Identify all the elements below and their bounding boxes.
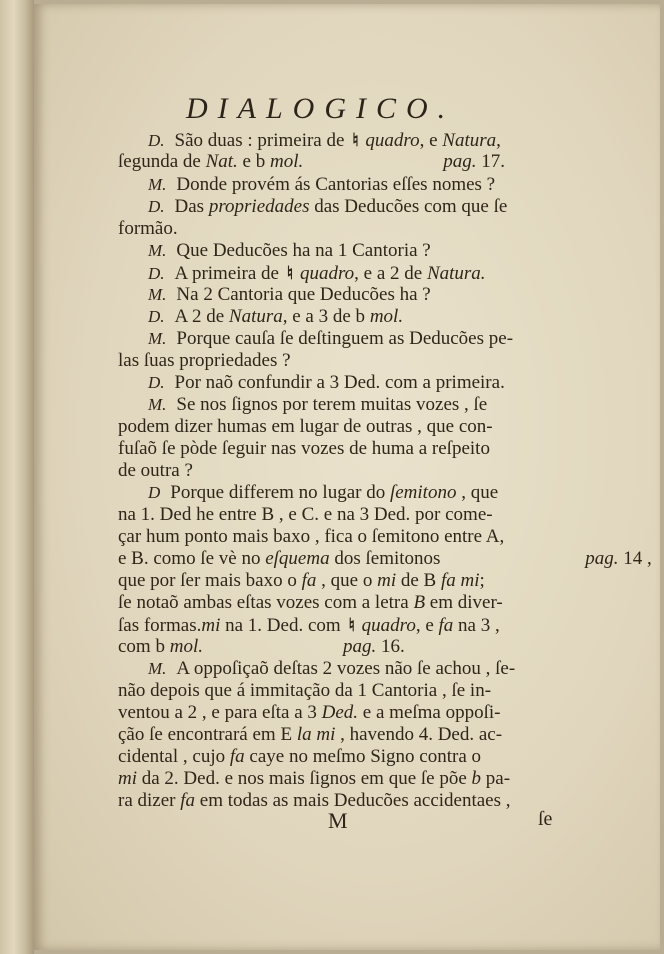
text-line <box>118 350 291 372</box>
text-run: , e <box>419 130 443 151</box>
text-line <box>118 548 652 570</box>
text-run: A 2 de <box>174 306 229 327</box>
text-run: não depois que á immitação da 1 Cantoria , ſe in- <box>118 680 492 701</box>
text-run: 14 , <box>618 548 652 569</box>
text-line <box>118 702 501 724</box>
italic-word: fa <box>229 746 245 767</box>
text-line <box>118 724 502 746</box>
italic-word: Ded. <box>321 702 359 723</box>
text-line <box>118 570 485 592</box>
text-run: com b <box>118 636 170 657</box>
text-run: de B <box>396 570 441 591</box>
text-line <box>148 372 505 394</box>
text-run: , havendo 4. Ded. ac- <box>335 724 503 745</box>
italic-word: fa <box>180 790 196 811</box>
natural-sign: ♮ <box>352 130 358 150</box>
italic-word: mi <box>377 570 397 591</box>
text-run: que por ſer mais baxo o <box>118 570 302 591</box>
speaker-mark: M. <box>148 395 167 414</box>
text-run: formão. <box>118 218 178 239</box>
text-line <box>118 151 505 173</box>
text-run: Na 2 Cantoria que Deducões ha ? <box>176 284 431 305</box>
text-line <box>118 438 490 460</box>
text-run: Porque differem no lugar do <box>170 482 390 503</box>
speaker-mark: M. <box>148 285 167 304</box>
text-line <box>118 526 504 548</box>
italic-word: fa mi <box>440 570 480 591</box>
text-run: , e <box>415 615 439 636</box>
text-line <box>118 614 500 637</box>
text-line <box>148 129 501 152</box>
running-header: DIALOGICO. <box>186 92 456 125</box>
text-run: caye no meſmo Signo contra o <box>244 746 482 767</box>
italic-word: la mi <box>296 724 336 745</box>
italic-word: ſemitono <box>389 482 457 503</box>
text-line <box>148 240 431 262</box>
speaker-mark: D. <box>148 264 165 283</box>
text-run: A oppoſiçaõ deſtas 2 vozes não ſe achou , ſe- <box>176 658 516 679</box>
italic-word: fa <box>301 570 317 591</box>
text-line <box>118 768 510 790</box>
speaker-mark: M. <box>148 659 167 678</box>
page-reference: pag. <box>443 151 477 172</box>
text-run: Porque cauſa ſe deſtinguem as Deducões pe- <box>176 328 514 349</box>
text-line <box>148 174 495 196</box>
text-line <box>118 680 491 702</box>
natural-sign: ♮ <box>348 615 354 635</box>
text-run: , e a 3 de b <box>282 306 370 327</box>
text-run: ventou a 2 , e para eſta a 3 <box>118 702 322 723</box>
text-line <box>118 746 481 768</box>
text-run: cidental , cujo <box>118 746 230 767</box>
text-run: São duas : primeira de <box>174 130 350 151</box>
italic-word: fa <box>438 615 454 636</box>
text-run: e b <box>237 151 270 172</box>
text-line <box>148 196 507 218</box>
catchword: ſe <box>538 808 553 830</box>
speaker-mark: D. <box>148 373 165 392</box>
italic-word: mol. <box>369 306 404 327</box>
italic-word: quadro <box>295 263 355 284</box>
italic-word: Natura <box>228 306 283 327</box>
text-run: çar hum ponto mais baxo , fica o ſemitono entre A, <box>118 526 505 547</box>
speaker-mark: D <box>148 483 161 502</box>
text-run: Que Deducões ha na 1 Cantoria ? <box>176 240 431 261</box>
text-run: em todas as mais Deducões accidentaes , <box>195 790 511 811</box>
text-run: Donde provém ás Cantorias eſſes nomes ? <box>176 174 496 195</box>
italic-word: propriedades <box>208 196 310 217</box>
text-run: ſe notaõ ambas eſtas vozes com a letra <box>118 592 414 613</box>
text-run: ção ſe encontrará em E <box>118 724 297 745</box>
speaker-mark: M. <box>148 329 167 348</box>
text-run: na 3 , <box>453 615 500 636</box>
text-run: de outra ? <box>118 460 193 481</box>
italic-word: mol. <box>169 636 203 657</box>
text-line <box>118 504 493 526</box>
text-line <box>148 262 486 285</box>
italic-word: Natura <box>442 130 497 151</box>
text-line <box>148 284 431 306</box>
text-run: ; <box>479 570 485 591</box>
text-run: e a meſma oppoſi- <box>358 702 501 723</box>
text-run: das Deducões com que ſe <box>309 196 508 217</box>
text-run: da 2. Ded. e nos mais ſignos em que ſe põe <box>137 768 472 789</box>
text-line <box>148 482 498 504</box>
italic-word: mol. <box>269 151 304 172</box>
text-line <box>148 658 515 680</box>
text-run: na 1. Ded he entre B , e C. e na 3 Ded. por come- <box>118 504 493 525</box>
text-line <box>118 636 405 658</box>
text-run: Se nos ſignos por terem muitas vozes , ſe <box>176 394 488 415</box>
italic-word: eſquema <box>265 548 330 569</box>
text-line <box>118 416 493 438</box>
italic-word: B <box>413 592 426 613</box>
italic-word: b <box>471 768 482 789</box>
text-line <box>148 328 513 350</box>
natural-sign: ♮ <box>286 263 293 283</box>
text-run: , e a 2 de <box>354 263 427 284</box>
text-run: ſas formas. <box>118 615 202 636</box>
text-run: , que o <box>316 570 378 591</box>
text-run: podem dizer humas em lugar de outras , que con- <box>118 416 493 437</box>
text-line <box>148 306 403 328</box>
signature-mark: M <box>328 808 348 833</box>
italic-word: mi <box>201 615 221 636</box>
page-reference: pag. <box>585 548 619 569</box>
speaker-mark: D. <box>148 307 165 326</box>
text-line <box>118 790 511 812</box>
text-run: na 1. Ded. com <box>220 615 346 636</box>
text-run: 16. <box>376 636 405 657</box>
text-run: ſegunda de <box>118 151 206 172</box>
text-line <box>118 218 178 240</box>
text-run: 17. <box>476 151 505 172</box>
text-run: pa- <box>481 768 511 789</box>
text-line <box>148 394 487 416</box>
italic-word: Nat. <box>205 151 238 172</box>
text-line <box>118 592 503 614</box>
italic-word: quadro <box>356 615 416 636</box>
text-run: Das <box>174 196 209 217</box>
italic-word: Natura. <box>426 263 486 284</box>
book-spine <box>0 0 34 954</box>
text-run: , que <box>456 482 499 503</box>
text-run: las ſuas propriedades ? <box>118 350 291 371</box>
text-run: Por naõ confundir a 3 Ded. com a primeira. <box>174 372 505 393</box>
italic-word: quadro <box>360 130 420 151</box>
speaker-mark: D. <box>148 131 165 150</box>
text-run: dos ſemitonos <box>329 548 446 569</box>
speaker-mark: M. <box>148 241 167 260</box>
text-run: A primeira de <box>174 263 284 284</box>
text-line <box>118 460 193 482</box>
speaker-mark: M. <box>148 175 167 194</box>
italic-word: mi <box>118 768 137 789</box>
page-reference: pag. <box>342 636 377 657</box>
text-run: , <box>496 130 501 151</box>
text-run: e B. como ſe vè no <box>118 548 266 569</box>
text-run: ra dizer <box>118 790 181 811</box>
text-run: em diver- <box>425 592 503 613</box>
text-run: fuſaõ ſe pòde ſeguir nas vozes de huma a reſpeito <box>118 438 490 459</box>
speaker-mark: D. <box>148 197 165 216</box>
